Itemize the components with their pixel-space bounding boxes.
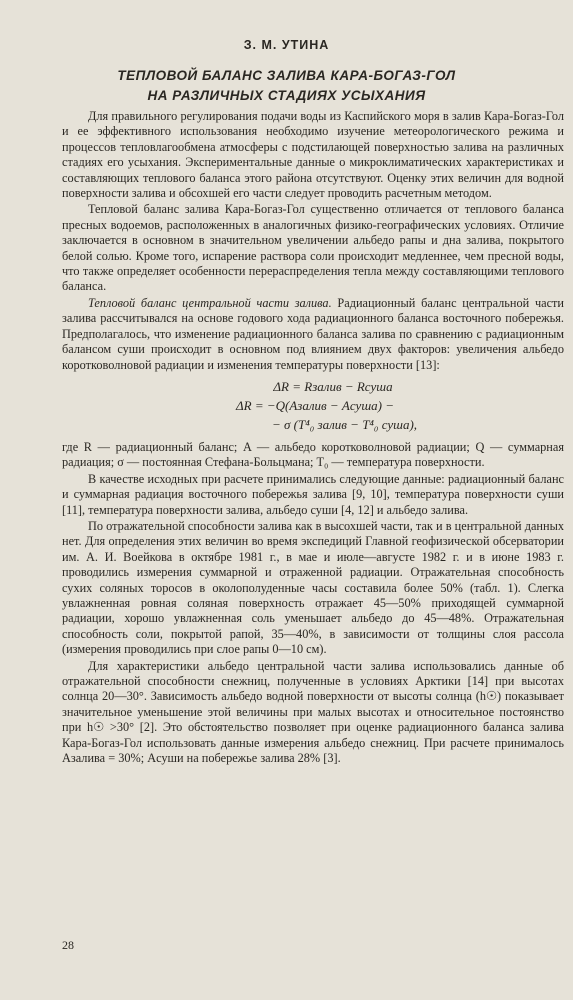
formula-1: ΔR = Rзалив − Rсуша bbox=[273, 378, 393, 394]
article-body bbox=[62, 109, 564, 767]
article-title bbox=[0, 66, 573, 106]
paragraph-3-text: Радиационный баланс центральной части залива рассчитывался на основе годового хода радиационного баланса восточного побережья. Предполагалось, что изменение радиационного баланса залива по сравнению с радиационным балансом суши происходит в основном под влиянием двух факторов: увеличения альбедо коротковолновой радиации и изменения температуры поверхности [13]: bbox=[62, 295, 564, 372]
title-line-2: НА РАЗЛИЧНЫХ СТАДИЯХ УСЫХАНИЯ bbox=[147, 88, 426, 103]
paragraph-6: По отражательной способности залива как в высохшей части, так и в центральной данных нет. Для определения этих величин во время экспедиций Главной геофизической обсерватории им. А. И. Воейкова в октябре 1981 г., в мае и июле—августе 1982 г. и в июне 1983 г. проводились измерения суммарной и отраженной радиации. Отражательная способность сухих соляных торосов в околополуденные часы составила более 50% (табл. 1). Слегка увлажненная ровная соляная поверхность отражает 45—50% приходящей суммарной радиации, хорошо увлажненная соль уменьшает альбедо до 45—48%. Отражательная способность соли, покрытой рапой, 35—40%, в зависимости от толщины слоя рассола (измерения проводились при слое рапы 0—10 см). bbox=[62, 518, 564, 657]
formula-3: − σ (T⁴₀ залив − T⁴₀ суша), bbox=[272, 416, 418, 432]
page-number: 28 bbox=[62, 938, 74, 952]
paragraph-4: где R — радиационный баланс; A — альбедо коротковолновой радиации; Q — суммарная радиация; σ — постоянная Стефана-Больцмана; T₀ — температура поверхности. bbox=[62, 439, 564, 470]
paragraph-2: Тепловой баланс залива Кара-Богаз-Гол существенно отличается от теплового баланса пресных водоемов, расположенных в аналогичных физико-географических условиях. Отличие заключается в основном в значительном увеличении альбедо рапы и дна залива, покрытого белой солью. Кроме того, испарение раствора соли происходит медленнее, чем пресной воды, что также определяет особенности перераспределения тепла между составляющими теплового баланса. bbox=[62, 202, 564, 294]
paragraph-1: Для правильного регулирования подачи воды из Каспийского моря в залив Кара-Богаз-Гол и ее эффективного использования необходимо изучение метеорологического режима и процессов тепловлагообмена атмосферы с подстилающей поверхностью залива на различных стадиях его усыхания. Экспериментальные данные о микроклиматических характеристиках и составляющих теплового баланса этого района отсутствуют. Оценку этих величин для водной поверхности залива и обсохшей его части следует проводить расчетным методом. bbox=[62, 109, 564, 201]
formula-2: ΔR = −Q(Aзалив − Aсуша) − bbox=[236, 397, 394, 413]
section-heading: Тепловой баланс центральной части залива. bbox=[88, 295, 332, 310]
paragraph-7: Для характеристики альбедо центральной части залива использовались данные об отражательной способности снежниц, полученные в условиях Арктики [14] при высотах солнца 20—30°. Зависимость альбедо водной поверхности от высоты солнца (h☉) показывает значительное уменьшение этой величины при малых высотах и относительное постоянство при h☉ >30° [2]. Это обстоятельство позволяет при оценке радиационного баланса залива Кара-Богаз-Гол использовать данные измерения альбедо снежниц. При расчете принималось Aзалива = 30%; Aсуши на побережье залива 28% [3]. bbox=[62, 658, 564, 766]
paragraph-5: В качестве исходных при расчете принимались следующие данные: радиационный баланс и суммарная радиация восточного побережья залива [9, 10], температура поверхности суши [11], температура поверхности залива, альбедо суши [4, 12] и альбедо залива. bbox=[62, 471, 564, 517]
title-line-1: ТЕПЛОВОЙ БАЛАНС ЗАЛИВА КАРА-БОГАЗ-ГОЛ bbox=[117, 68, 456, 83]
paragraph-3 bbox=[62, 296, 564, 373]
author-name: З. М. УТИНА bbox=[243, 38, 330, 52]
